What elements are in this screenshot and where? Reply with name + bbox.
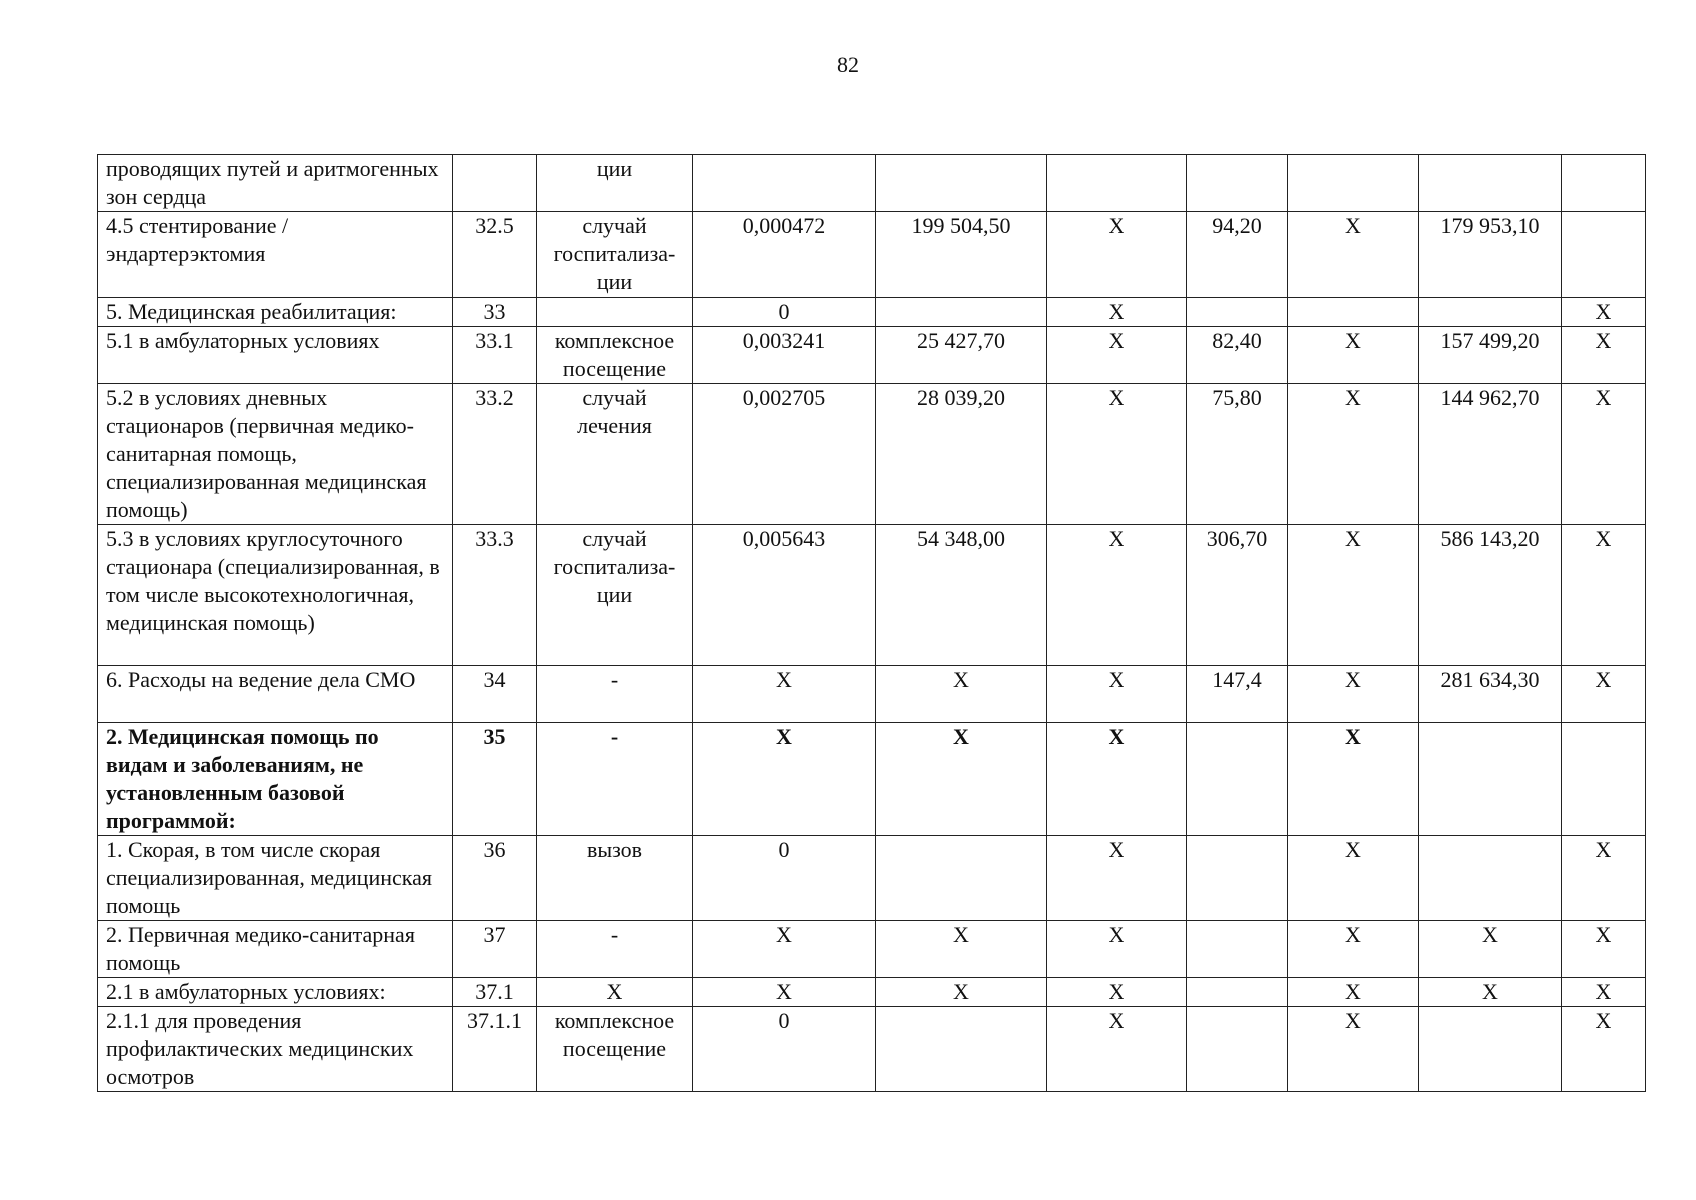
cell-col8: X <box>1288 836 1419 921</box>
cell-col10: X <box>1562 978 1646 1007</box>
table-row <box>98 298 1646 327</box>
cell-unit: случай госпитализа-ции <box>537 212 693 298</box>
cell-unit: X <box>537 978 693 1007</box>
cell-col6: X <box>1047 666 1187 723</box>
cell-col6: X <box>1047 384 1187 525</box>
cell-col10: X <box>1562 298 1646 327</box>
cell-total <box>1419 155 1562 212</box>
cell-name: 2. Первичная медико-санитарная помощь <box>98 921 453 978</box>
cell-name: проводящих путей и аритмогенных зон сердца <box>98 155 453 212</box>
table-row <box>98 384 1646 525</box>
table-row <box>98 666 1646 723</box>
cell-per-capita <box>1187 723 1288 836</box>
cell-total: 281 634,30 <box>1419 666 1562 723</box>
cell-cost: X <box>876 921 1047 978</box>
cell-col8: X <box>1288 921 1419 978</box>
cell-col6: X <box>1047 723 1187 836</box>
cell-cost: X <box>876 666 1047 723</box>
cell-col6: X <box>1047 921 1187 978</box>
cell-norm: 0 <box>693 1007 876 1092</box>
cell-norm: 0,005643 <box>693 525 876 666</box>
table-body <box>98 155 1646 1092</box>
cell-norm: X <box>693 978 876 1007</box>
cell-cost <box>876 155 1047 212</box>
cell-col8: X <box>1288 525 1419 666</box>
cell-norm: X <box>693 723 876 836</box>
cell-row-code: 33.3 <box>453 525 537 666</box>
cell-col8: X <box>1288 384 1419 525</box>
cell-total: X <box>1419 978 1562 1007</box>
cell-per-capita: 94,20 <box>1187 212 1288 298</box>
cell-norm: X <box>693 666 876 723</box>
cell-name: 2.1 в амбулаторных условиях: <box>98 978 453 1007</box>
cell-unit: - <box>537 666 693 723</box>
cell-per-capita <box>1187 1007 1288 1092</box>
cell-name: 4.5 стентирование / эндартерэктомия <box>98 212 453 298</box>
cell-unit <box>537 298 693 327</box>
cell-col6: X <box>1047 525 1187 666</box>
cell-per-capita: 75,80 <box>1187 384 1288 525</box>
cell-name: 5. Медицинская реабилитация: <box>98 298 453 327</box>
cell-unit: - <box>537 921 693 978</box>
cell-norm: 0,002705 <box>693 384 876 525</box>
cell-row-code: 37.1 <box>453 978 537 1007</box>
cell-col8: X <box>1288 212 1419 298</box>
cell-col10: X <box>1562 666 1646 723</box>
cell-unit: случай госпитализа-ции <box>537 525 693 666</box>
cell-unit: случай лечения <box>537 384 693 525</box>
cell-col10: X <box>1562 921 1646 978</box>
cell-cost: 25 427,70 <box>876 327 1047 384</box>
cell-col10 <box>1562 212 1646 298</box>
page-number: 82 <box>837 52 859 77</box>
cell-cost <box>876 836 1047 921</box>
cell-col10: X <box>1562 525 1646 666</box>
cell-col10 <box>1562 155 1646 212</box>
cell-name: 6. Расходы на ведение дела СМО <box>98 666 453 723</box>
cell-norm: 0,000472 <box>693 212 876 298</box>
table-row <box>98 1007 1646 1092</box>
cell-unit: - <box>537 723 693 836</box>
cell-norm: X <box>693 921 876 978</box>
cell-per-capita: 147,4 <box>1187 666 1288 723</box>
budget-table <box>97 154 1646 1092</box>
cell-col6: X <box>1047 327 1187 384</box>
table-row <box>98 212 1646 298</box>
cell-total <box>1419 723 1562 836</box>
table-row <box>98 327 1646 384</box>
cell-name: 2. Медицинская помощь по видам и заболеваниям, не установленным базовой программой: <box>98 723 453 836</box>
cell-cost: X <box>876 978 1047 1007</box>
cell-total: 157 499,20 <box>1419 327 1562 384</box>
cell-per-capita: 306,70 <box>1187 525 1288 666</box>
table-row <box>98 525 1646 666</box>
cell-col8: X <box>1288 978 1419 1007</box>
cell-col10: X <box>1562 1007 1646 1092</box>
cell-name: 5.1 в амбулаторных условиях <box>98 327 453 384</box>
cell-row-code <box>453 155 537 212</box>
cell-norm <box>693 155 876 212</box>
cell-row-code: 37.1.1 <box>453 1007 537 1092</box>
cell-col6: X <box>1047 1007 1187 1092</box>
cell-col8: X <box>1288 327 1419 384</box>
cell-total: 144 962,70 <box>1419 384 1562 525</box>
cell-col8 <box>1288 155 1419 212</box>
cell-name: 1. Скорая, в том числе скорая специализированная, медицинская помощь <box>98 836 453 921</box>
cell-col6: X <box>1047 978 1187 1007</box>
cell-per-capita <box>1187 155 1288 212</box>
table-row <box>98 921 1646 978</box>
cell-cost: 28 039,20 <box>876 384 1047 525</box>
cell-row-code: 32.5 <box>453 212 537 298</box>
cell-row-code: 33 <box>453 298 537 327</box>
cell-per-capita <box>1187 298 1288 327</box>
cell-total <box>1419 836 1562 921</box>
cell-unit: комплексное посещение <box>537 1007 693 1092</box>
cell-col6: X <box>1047 212 1187 298</box>
cell-cost <box>876 1007 1047 1092</box>
cell-total: X <box>1419 921 1562 978</box>
cell-per-capita <box>1187 836 1288 921</box>
cell-name: 5.3 в условиях круглосуточного стационара (специализированная, в том числе высокотехнологичная, медицинская помощь) <box>98 525 453 666</box>
cell-row-code: 33.1 <box>453 327 537 384</box>
cell-row-code: 33.2 <box>453 384 537 525</box>
cell-row-code: 35 <box>453 723 537 836</box>
table-row <box>98 978 1646 1007</box>
cell-per-capita: 82,40 <box>1187 327 1288 384</box>
cell-col8: X <box>1288 666 1419 723</box>
cell-total: 179 953,10 <box>1419 212 1562 298</box>
cell-col8: X <box>1288 723 1419 836</box>
cell-per-capita <box>1187 978 1288 1007</box>
cell-cost: X <box>876 723 1047 836</box>
cell-norm: 0 <box>693 836 876 921</box>
cell-cost: 54 348,00 <box>876 525 1047 666</box>
cell-col8: X <box>1288 1007 1419 1092</box>
cell-name: 2.1.1 для проведения профилактических медицинских осмотров <box>98 1007 453 1092</box>
cell-row-code: 37 <box>453 921 537 978</box>
cell-col6: X <box>1047 836 1187 921</box>
cell-row-code: 34 <box>453 666 537 723</box>
cell-total <box>1419 298 1562 327</box>
table-row <box>98 836 1646 921</box>
cell-col6 <box>1047 155 1187 212</box>
cell-unit: вызов <box>537 836 693 921</box>
cell-col8 <box>1288 298 1419 327</box>
cell-col10 <box>1562 723 1646 836</box>
cell-name: 5.2 в условиях дневных стационаров (первичная медико-санитарная помощь, специализированная медицинская помощь) <box>98 384 453 525</box>
table-row <box>98 723 1646 836</box>
cell-norm: 0,003241 <box>693 327 876 384</box>
cell-norm: 0 <box>693 298 876 327</box>
cell-cost: 199 504,50 <box>876 212 1047 298</box>
cell-total <box>1419 1007 1562 1092</box>
cell-col6: X <box>1047 298 1187 327</box>
cell-col10: X <box>1562 327 1646 384</box>
table-row <box>98 155 1646 212</box>
cell-total: 586 143,20 <box>1419 525 1562 666</box>
cell-row-code: 36 <box>453 836 537 921</box>
cell-unit: комплексное посещение <box>537 327 693 384</box>
cell-col10: X <box>1562 384 1646 525</box>
cell-col10: X <box>1562 836 1646 921</box>
cell-cost <box>876 298 1047 327</box>
cell-per-capita <box>1187 921 1288 978</box>
cell-unit: ции <box>537 155 693 212</box>
